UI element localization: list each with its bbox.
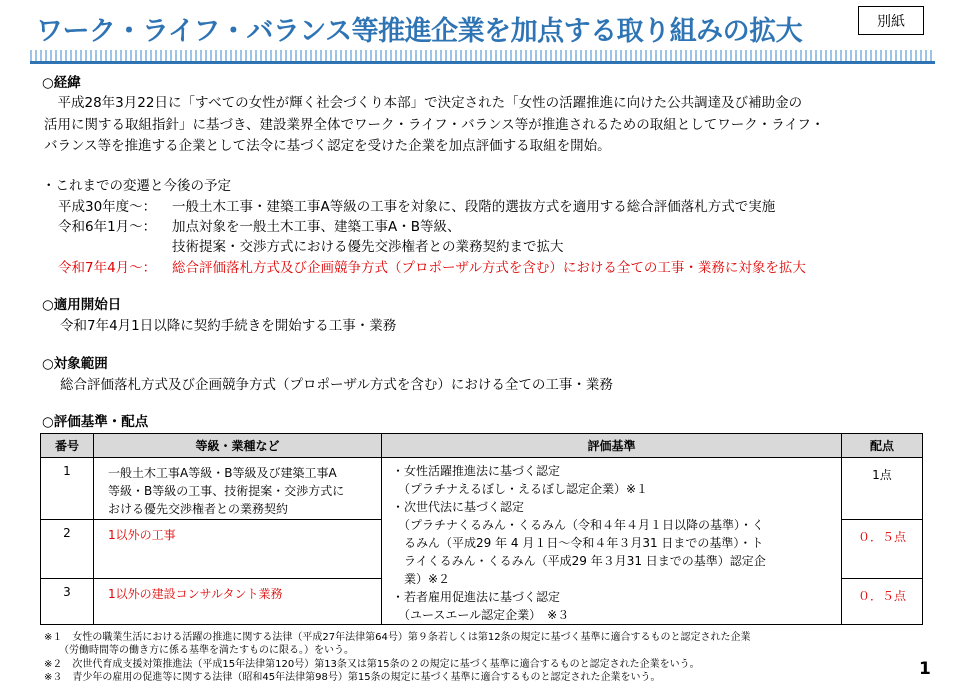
row-points: 1点 (842, 458, 923, 520)
criteria-table (40, 433, 923, 625)
grade-line: おける優先交渉権者との業務契約 (108, 502, 289, 516)
criteria-line: ライくるみん・くるみん（平成29 年３月31 日までの基準）認定企 (392, 554, 766, 568)
scope-heading: ○対象範囲 (42, 356, 108, 372)
history-text: 加点対象を一般土木工事、建築工事A・B等級、 (172, 219, 461, 235)
history-heading: ・これまでの変遷と今後の予定 (42, 178, 231, 194)
scope-text: 総合評価落札方式及び企画競争方式（プロポーザル方式を含む）における全ての工事・業務 (60, 377, 613, 393)
history-text: 技術提案・交渉方式における優先交渉権者との業務契約まで拡大 (172, 239, 564, 255)
criteria-heading: ○評価基準・配点 (42, 414, 149, 430)
page-title: ワーク・ライフ・バランス等推進企業を加点する取り組みの拡大 (36, 16, 803, 47)
start-date-text: 令和7年4月1日以降に契約手続きを開始する工事・業務 (60, 318, 397, 334)
column-header-points: 配点 (842, 434, 923, 458)
criteria-line: （プラチナくるみん・くるみん（令和４年４月１日以降の基準）・く (392, 518, 765, 532)
column-header-criteria: 評価基準 (382, 434, 842, 458)
column-header-grade: 等級・業種など (94, 434, 382, 458)
attachment-label: 別紙 (858, 6, 924, 35)
grade-line: 1以外の工事 (108, 528, 176, 543)
footnote: （労働時間等の働き方に係る基準を満たすものに限る。）をいう。 (44, 645, 354, 656)
criteria-line: （ユースエール認定企業） ※３ (392, 608, 570, 622)
grade-line: 1以外の建設コンサルタント業務 (108, 587, 283, 602)
criteria-line: （プラチナえるぼし・えるぼし認定企業）※１ (392, 482, 649, 496)
page-number: 1 (919, 659, 931, 679)
table-header-row (41, 434, 923, 458)
history-label: 平成30年度～： (58, 199, 157, 215)
history-text: 一般土木工事・建築工事A等級の工事を対象に、段階的選抜方式を適用する総合評価落札方式で実施 (172, 199, 776, 215)
criteria-line: ・女性活躍推進法に基づく認定 (392, 464, 561, 478)
grade-line: 等級・B等級の工事、技術提案・交渉方式に (108, 484, 345, 498)
background-heading: ○経緯 (42, 75, 81, 91)
row-points: ０．５点 (842, 520, 923, 579)
history-label: 令和6年1月～： (58, 219, 157, 235)
background-line: バランス等を推進する企業として法令に基づく認定を受けた企業を加点評価する取組を開始。 (44, 138, 611, 154)
row-number: 3 (41, 579, 94, 625)
row-points: ０．５点 (842, 579, 923, 625)
background-line: 活用に関する取組指針」に基づき、建設業界全体でワーク・ライフ・バランス等が推進されるための取組としてワーク・ライフ・ (44, 117, 825, 133)
criteria-line: るみん（平成29 年 4 月１日～令和４年３月31 日までの基準）・ト (392, 536, 764, 550)
row-grade (94, 579, 382, 625)
criteria-cell (382, 458, 842, 625)
row-grade (94, 458, 382, 520)
row-number: 1 (41, 458, 94, 520)
footnote: ※１ 女性の職業生活における活躍の推進に関する法律（平成27年法律第64号）第９条若しくは第12条の規定に基づく基準に適合するものと認定された企業 (44, 632, 751, 643)
criteria-line: ・次世代法に基づく認定 (392, 500, 525, 514)
row-number: 2 (41, 520, 94, 579)
title-divider (30, 50, 935, 64)
history-text-highlight: 総合評価落札方式及び企画競争方式（プロポーザル方式を含む）における全ての工事・業務に対象を拡大 (172, 260, 806, 276)
grade-line: 一般土木工事A等級・B等級及び建築工事A (108, 466, 337, 480)
background-line: 平成28年3月22日に「すべての女性が輝く社会づくり本部」で決定された「女性の活躍推進に向けた公共調達及び補助金の (44, 95, 803, 111)
history-label-highlight: 令和7年4月～： (58, 260, 157, 276)
column-header-number: 番号 (41, 434, 94, 458)
footnote: ※２ 次世代育成支援対策推進法（平成15年法律第120号）第13条又は第15条の２の規定に基づく基準に適合するものと認定された企業をいう。 (44, 659, 700, 670)
start-date-heading: ○適用開始日 (42, 297, 122, 313)
footnote: ※３ 青少年の雇用の促進等に関する法律（昭和45年法律第98号）第15条の規定に基づく基準に適合するものと認定された企業をいう。 (44, 672, 661, 683)
criteria-line: 業）※２ (392, 572, 451, 586)
table-row (41, 458, 923, 520)
criteria-line: ・若者雇用促進法に基づく認定 (392, 590, 561, 604)
row-grade (94, 520, 382, 579)
